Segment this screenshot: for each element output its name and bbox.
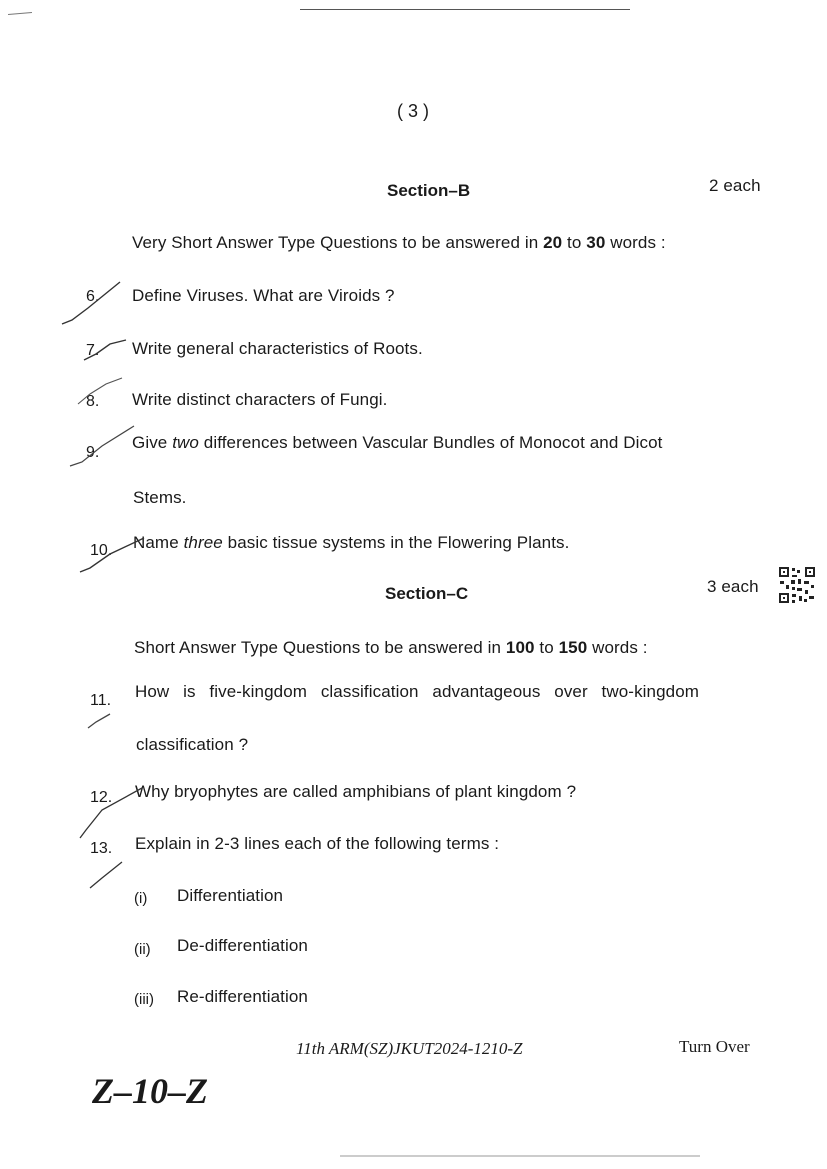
question-text: [133, 533, 569, 553]
scan-mark: [8, 12, 32, 15]
section-b-marks: 2 each: [709, 176, 761, 195]
pen-tick-mark: [80, 336, 130, 364]
question-text: Define Viruses. What are Viroids ?: [132, 286, 395, 305]
qr-code-icon: [778, 566, 816, 604]
question-text: How is five-kingdom classification advantageous over two-kingdom: [135, 682, 700, 701]
question-text: Write general characteristics of Roots.: [132, 339, 423, 358]
top-rule: [300, 9, 630, 10]
question-number: 6.: [86, 288, 100, 305]
instruction-text: Short Answer Type Questions to be answered in: [134, 638, 506, 657]
question-number: 13.: [90, 840, 113, 857]
question-emphasis: three: [183, 533, 223, 552]
pen-tick-mark: [68, 424, 138, 470]
bottom-rule: [340, 1155, 700, 1157]
pen-tick-mark: [76, 784, 146, 842]
subitem-text: Differentiation: [177, 886, 284, 905]
pen-tick-mark: [60, 280, 130, 330]
question-number: 8.: [86, 393, 100, 410]
subitem-label: (i): [134, 890, 148, 907]
question-text: Write distinct characters of Fungi.: [132, 390, 388, 409]
turn-over-label: Turn Over: [679, 1037, 750, 1056]
question-number: 11.: [90, 692, 112, 709]
instruction-text: to: [562, 233, 587, 252]
question-text: Why bryophytes are called amphibians of plant kingdom ?: [135, 782, 577, 801]
word-max: 150: [558, 638, 588, 657]
section-c-instruction: [134, 638, 648, 658]
question-text-continued: classification ?: [136, 735, 249, 754]
section-b-title: Section–B: [387, 181, 471, 200]
question-number: 9.: [86, 444, 100, 461]
word-max: 30: [586, 233, 606, 252]
instruction-text: words :: [605, 233, 666, 252]
subitem-label: (ii): [134, 941, 151, 958]
question-text-part: basic tissue systems in the Flowering Plants.: [222, 533, 570, 552]
instruction-text: to: [534, 638, 559, 657]
question-text-part: Name: [133, 533, 184, 552]
subitem-text: Re-differentiation: [177, 987, 308, 1006]
pen-tick-mark: [88, 858, 128, 892]
section-c-marks: 3 each: [707, 577, 759, 596]
question-text: [132, 433, 662, 453]
question-text-part: differences between Vascular Bundles of Monocot and Dicot: [198, 433, 663, 452]
instruction-text: Very Short Answer Type Questions to be answered in: [132, 233, 544, 252]
paper-code: Z–10–Z: [92, 1071, 208, 1111]
exam-code: 11th ARM(SZ)JKUT2024-1210-Z: [296, 1039, 523, 1058]
word-min: 20: [543, 233, 563, 252]
subitem-label: (iii): [134, 991, 154, 1008]
section-c-title: Section–C: [385, 584, 469, 603]
section-b-instruction: [132, 233, 666, 253]
question-text-part: Give: [132, 433, 173, 452]
subitem-text: De-differentiation: [177, 936, 308, 955]
question-text: Explain in 2-3 lines each of the following terms :: [135, 834, 500, 853]
question-number: 7.: [86, 342, 100, 359]
pen-tick-mark: [78, 534, 148, 576]
question-emphasis: two: [172, 433, 199, 452]
word-min: 100: [505, 638, 535, 657]
question-number: 10.: [90, 542, 113, 559]
pen-tick-mark: [86, 708, 116, 732]
question-text-continued: Stems.: [133, 488, 187, 507]
question-number: 12.: [90, 789, 113, 806]
instruction-text: words :: [587, 638, 648, 657]
page-number: ( 3 ): [397, 101, 430, 121]
pen-tick-mark: [76, 376, 126, 408]
